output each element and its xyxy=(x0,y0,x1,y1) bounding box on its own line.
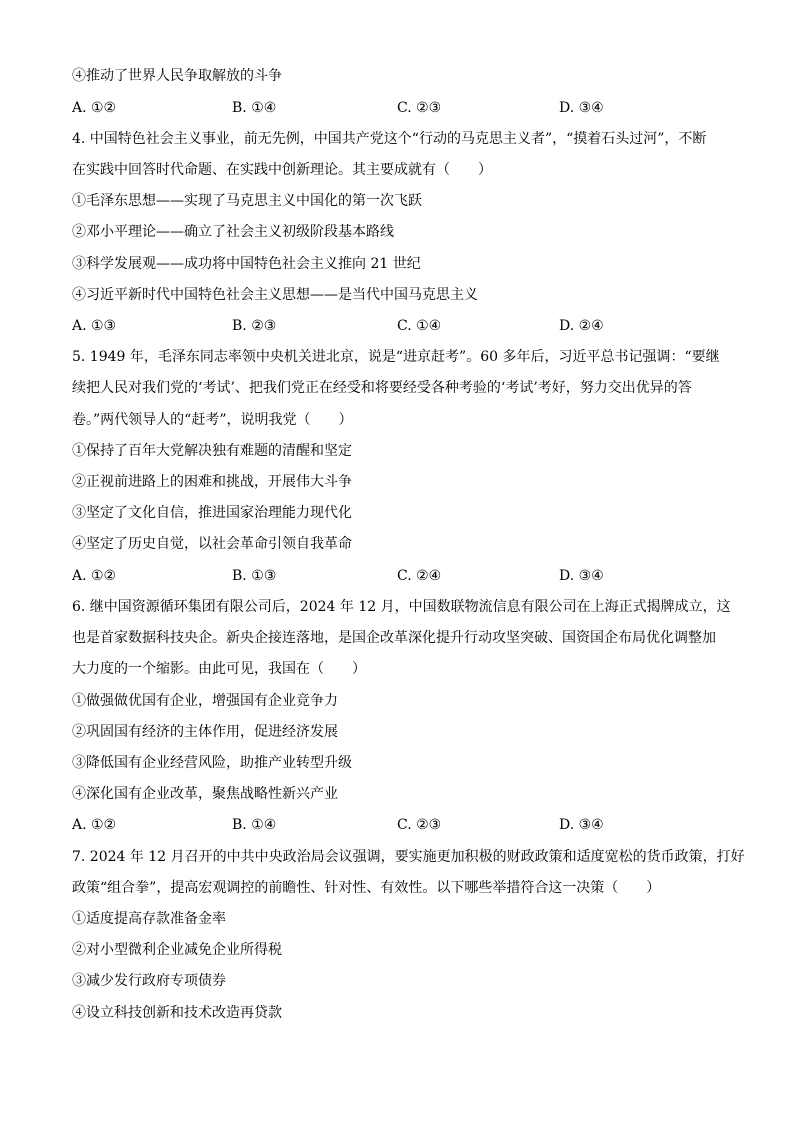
q5-option-b: B. ①③ xyxy=(232,568,277,584)
q4-statement-4: ④习近平新时代中国特色社会主义思想——是当代中国马克思主义 xyxy=(72,287,478,303)
q7-statement-3: ③减少发行政府专项债券 xyxy=(72,973,226,989)
q4-options xyxy=(72,316,722,336)
q5-statement-3: ③坚定了文化自信，推进国家治理能力现代化 xyxy=(72,505,352,521)
q6-statement-1: ①做强做优国有企业，增强国有企业竞争力 xyxy=(72,693,338,709)
q3-statement-4: ④推动了世界人民争取解放的斗争 xyxy=(72,68,282,84)
q4-stem-line-1: 4. 中国特色社会主义事业，前无先例，中国共产党这个“行动的马克思主义者”，“摸着石头过河”，不断 xyxy=(72,131,707,147)
q4-option-a: A. ①③ xyxy=(72,318,117,334)
q5-statement-1: ①保持了百年大党解决独有难题的清醒和坚定 xyxy=(72,443,352,459)
q6-statement-2: ②巩固国有经济的主体作用，促进经济发展 xyxy=(72,724,338,740)
q5-option-d: D. ③④ xyxy=(559,568,604,584)
q7-statement-1: ①适度提高存款准备金率 xyxy=(72,911,226,927)
q6-stem-line-2: 也是首家数据科技央企。新央企接连落地，是国企改革深化提升行动攻坚突破、国资国企布局优化调整加 xyxy=(72,630,716,646)
q5-option-a: A. ①② xyxy=(72,568,117,584)
q6-statement-4: ④深化国有企业改革，聚焦战略性新兴产业 xyxy=(72,786,338,802)
q6-stem-line-1: 6. 继中国资源循环集团有限公司后，2024 年 12 月，中国数联物流信息有限公司在上海正式揭牌成立，这 xyxy=(72,599,731,615)
q3-option-a: A. ①② xyxy=(72,100,117,116)
q5-options xyxy=(72,566,722,586)
q4-statement-1: ①毛泽东思想——实现了马克思主义中国化的第一次飞跃 xyxy=(72,193,422,209)
q4-option-d: D. ②④ xyxy=(559,318,604,334)
q3-option-b: B. ①④ xyxy=(232,100,277,116)
q6-option-c: C. ②③ xyxy=(397,817,442,833)
q5-statement-4: ④坚定了历史自觉，以社会革命引领自我革命 xyxy=(72,536,352,552)
q3-options xyxy=(72,98,722,118)
q6-option-a: A. ①② xyxy=(72,817,117,833)
q3-option-c: C. ②③ xyxy=(397,100,442,116)
q6-stem-line-3: 大力度的一个缩影。由此可见，我国在（ ） xyxy=(72,661,366,677)
q4-stem-line-2: 在实践中回答时代命题、在实践中创新理论。其主要成就有（ ） xyxy=(72,162,492,178)
q6-statement-3: ③降低国有企业经营风险，助推产业转型升级 xyxy=(72,755,352,771)
q5-statement-2: ②正视前进路上的困难和挑战，开展伟大斗争 xyxy=(72,474,352,490)
q4-statement-3: ③科学发展观——成功将中国特色社会主义推向 21 世纪 xyxy=(72,256,421,272)
q4-option-c: C. ①④ xyxy=(397,318,442,334)
q5-stem-line-2: 续把人民对我们党的‘考试’、把我们党正在经受和将要经受各种考验的‘考试’考好，努力交出优异的答 xyxy=(72,380,692,396)
q7-statement-2: ②对小型微利企业减免企业所得税 xyxy=(72,942,282,958)
q7-stem-line-2: 政策“组合拳”，提高宏观调控的前瞻性、针对性、有效性。以下哪些举措符合这一决策（ ） xyxy=(72,880,661,896)
q7-stem-line-1: 7. 2024 年 12 月召开的中共中央政治局会议强调，要实施更加积极的财政政策和适度宽松的货币政策，打好 xyxy=(72,849,745,865)
q3-option-d: D. ③④ xyxy=(559,100,604,116)
q4-option-b: B. ②③ xyxy=(232,318,277,334)
q4-statement-2: ②邓小平理论——确立了社会主义初级阶段基本路线 xyxy=(72,224,394,240)
q6-option-b: B. ①④ xyxy=(232,817,277,833)
q6-option-d: D. ③④ xyxy=(559,817,604,833)
q5-option-c: C. ②④ xyxy=(397,568,442,584)
q7-statement-4: ④设立科技创新和技术改造再贷款 xyxy=(72,1005,282,1021)
q5-stem-line-1: 5. 1949 年，毛泽东同志率领中央机关进北京，说是“进京赶考”。60 多年后，习近平总书记强调：“要继 xyxy=(72,349,720,365)
q5-stem-line-3: 卷。”两代领导人的“赶考”，说明我党（ ） xyxy=(72,412,353,428)
q6-options xyxy=(72,815,722,835)
